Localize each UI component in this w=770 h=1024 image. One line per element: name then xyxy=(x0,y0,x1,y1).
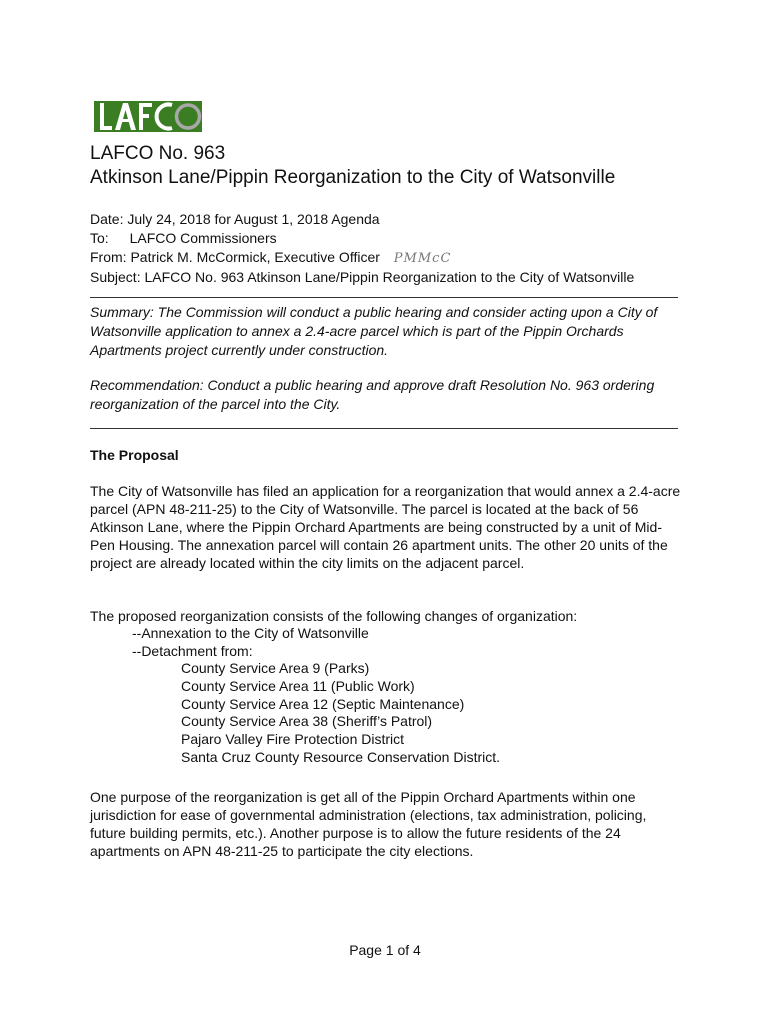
subject-line xyxy=(90,268,634,287)
purpose-paragraph: One purpose of the reorganization is get all of the Pippin Orchard Apartments within one jurisdiction for ease of governmental administration (elections, tax administration, policing, future building permits, etc.). Another purpose is to allow the future residents of the 24 apartments on APN 48-211-25 to participate the city elections. xyxy=(90,789,647,859)
to-value: LAFCO Commissioners xyxy=(129,230,277,246)
date-value: July 24, 2018 for August 1, 2018 Agenda xyxy=(127,211,380,227)
detachment-list-item: County Service Area 38 (Sheriff’s Patrol) xyxy=(181,713,433,729)
detachment-item: --Detachment from: xyxy=(132,643,253,659)
detachment-list-item: Pajaro Valley Fire Protection District xyxy=(181,731,405,747)
detachment-list-item: County Service Area 9 (Parks) xyxy=(181,660,370,676)
to-line xyxy=(90,229,634,248)
subject-label: Subject: xyxy=(90,269,141,285)
document-subtitle: Atkinson Lane/Pippin Reorganization to the City of Watsonville xyxy=(90,167,616,188)
divider-bottom xyxy=(90,428,678,429)
from-value: Patrick M. McCormick, Executive Officer xyxy=(130,249,380,265)
document-title: LAFCO No. 963 xyxy=(90,143,226,164)
summary-text: Summary: The Commission will conduct a public hearing and consider acting upon a City of Watsonville application to annex a 2.4-acre parcel which is part of the Pippin Orchards Apartments project currently under construction. xyxy=(90,304,658,358)
memo-header xyxy=(90,210,634,287)
annexation-item: --Annexation to the City of Watsonville xyxy=(132,625,369,641)
detachment-list-item: County Service Area 11 (Public Work) xyxy=(181,678,415,694)
page-number: Page 1 of 4 xyxy=(349,942,421,958)
from-label: From: xyxy=(90,249,127,265)
recommendation-text: Recommendation: Conduct a public hearing and approve draft Resolution No. 963 ordering reorganization of the parcel into the City. xyxy=(90,377,655,412)
divider-top xyxy=(90,297,678,298)
from-line xyxy=(90,248,634,268)
changes-intro: The proposed reorganization consists of the following changes of organization: xyxy=(90,608,578,624)
date-label: Date: xyxy=(90,211,124,227)
lafco-logo xyxy=(94,101,204,132)
date-line xyxy=(90,210,634,229)
proposal-paragraph: The City of Watsonville has filed an application for a reorganization that would annex a 2.4-acre parcel (APN 48-211-25) to the City of Watsonville. The parcel is located at the back of 56 Atkinson Lane, where the Pippin Orchard Apartments are being constructed by a unit of Mid-Pen Housing. The annexation parcel will contain 26 apartment units. The other 20 units of the project are already located within the city limits on the adjacent parcel. xyxy=(90,483,681,571)
detachment-list-item: Santa Cruz County Resource Conservation District. xyxy=(181,749,501,765)
subject-value: LAFCO No. 963 Atkinson Lane/Pippin Reorganization to the City of Watsonville xyxy=(144,269,635,285)
signature-initials: PMMcC xyxy=(393,251,452,266)
detachment-list-item: County Service Area 12 (Septic Maintenance) xyxy=(181,696,465,712)
section-heading: The Proposal xyxy=(90,447,179,463)
to-label: To: xyxy=(90,230,109,246)
